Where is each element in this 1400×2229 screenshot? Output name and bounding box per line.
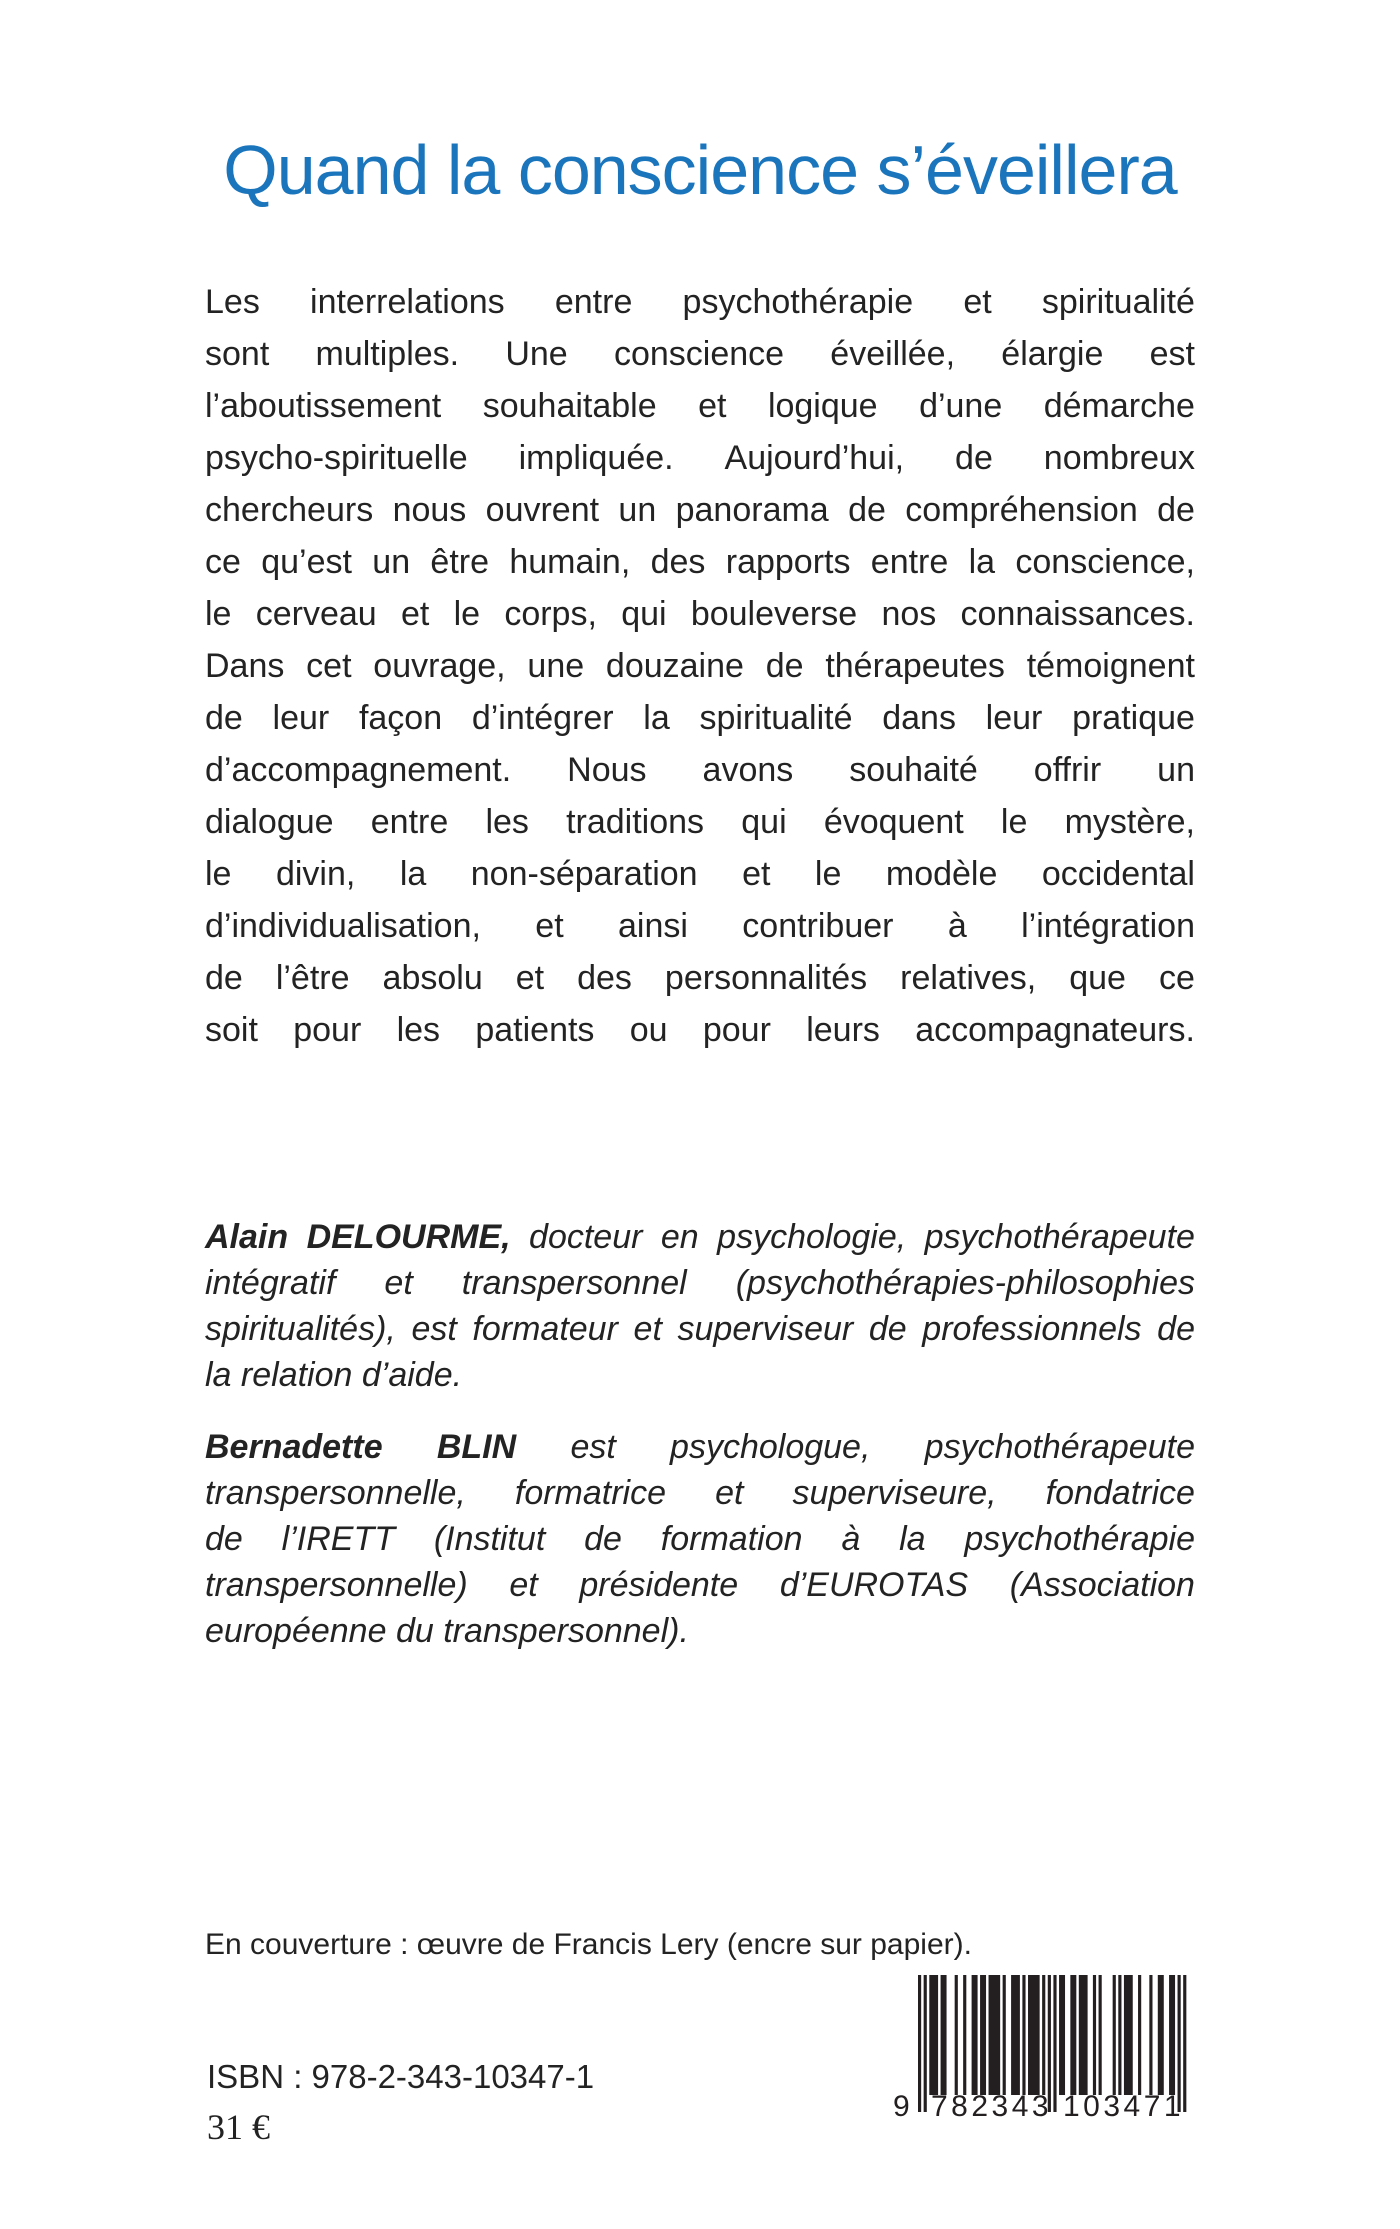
cover-credit: En couverture : œuvre de Francis Lery (encre sur papier).: [205, 1928, 972, 1961]
barcode-digits-group2: 103471: [1063, 2090, 1185, 2123]
ean13-barcode: [893, 1975, 1193, 2145]
book-title: Quand la conscience s’éveillera: [223, 131, 1177, 209]
isbn-number: ISBN : 978-2-343-10347-1: [207, 2058, 595, 2095]
price: 31 €: [207, 2107, 270, 2147]
author-bio-delourme: Alain DELOURME, docteur en psychologie, psychothérapeute intégratif et transpersonnel (psychothérapies-philosophies spiritualités), est formateur et superviseur de professionnels de la relation d’aide.: [205, 1218, 1195, 1394]
barcode-digits-group1: 782343: [931, 2090, 1053, 2123]
barcode-leading-digit: 9: [893, 2090, 910, 2123]
synopsis-paragraph: Les interrelations entre psychothérapie et spiritualité sont multiples. Une conscience éveillée, élargie est l’aboutissement souhaitable et logique d’une démarche psycho-spirituelle impliquée. Aujourd’hui, de nombreux chercheurs nous ouvrent un panorama de compréhension de ce qu’est un être humain, des rapports entre la conscience, le cerveau et le corps, qui bouleverse nos connaissances. Dans cet ouvrage, une douzaine de thérapeutes témoignent de leur façon d’intégrer la spiritualité dans leur pratique d’accompagnement. Nous avons souhaité offrir un dialogue entre les traditions qui évoquent le mystère, le divin, la non-séparation et le modèle occidental d’individualisation, et ainsi contribuer à l’intégration de l’être absolu et des personnalités relatives, que ce soit pour les patients ou pour leurs accompagnateurs.: [205, 283, 1195, 1049]
author-bio-blin: Bernadette BLIN est psychologue, psychothérapeute transpersonnelle, formatrice et superviseure, fondatrice de l’IRETT (Institut de formation à la psychothérapie transpersonnelle) et présidente d’EUROTAS (Association européenne du transpersonnel).: [205, 1428, 1195, 1650]
